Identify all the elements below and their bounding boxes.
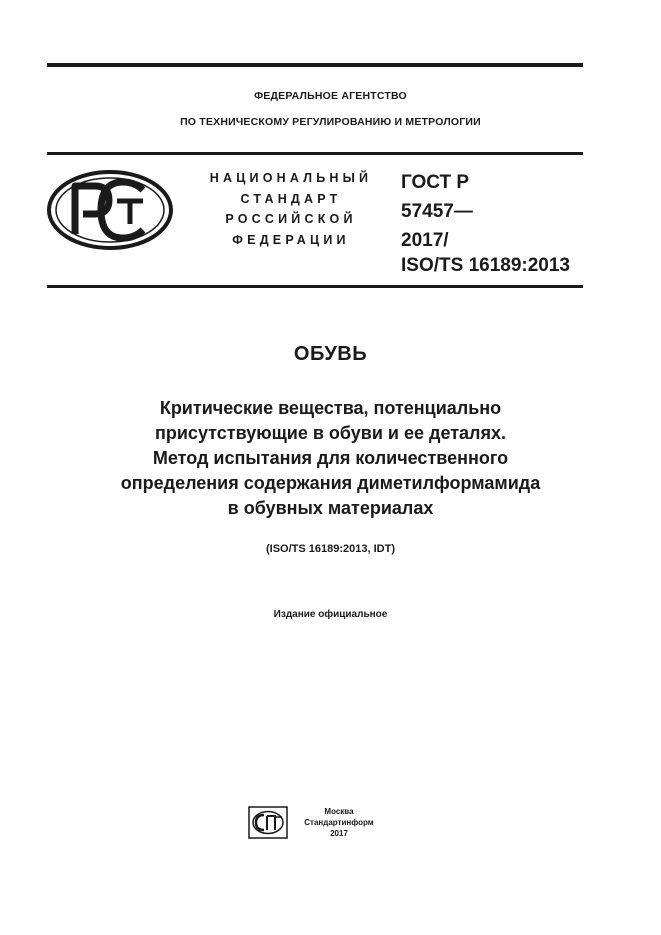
publisher-name: Стандартинформ — [304, 818, 374, 827]
rst-logo — [45, 168, 175, 252]
designation-line-2: 57457— — [401, 201, 473, 222]
national-line-4: ФЕДЕРАЦИИ — [232, 233, 350, 247]
agency-line-2: ПО ТЕХНИЧЕСКОМУ РЕГУЛИРОВАНИЮ И МЕТРОЛОГИИ — [180, 116, 481, 128]
document-title: ОБУВЬ — [293, 343, 368, 365]
edition-note: Издание официальное — [273, 609, 388, 620]
rst-logo-icon — [45, 168, 175, 252]
equivalence-note: (ISO/TS 16189:2013, IDT) — [266, 543, 395, 555]
agency-line-1: ФЕДЕРАЛЬНОЕ АГЕНТСТВО — [254, 90, 407, 102]
subtitle-line-1: Критические вещества, потенциально — [159, 398, 502, 418]
standartinform-logo-icon — [248, 806, 288, 839]
national-line-1: НАЦИОНАЛЬНЫЙ — [209, 171, 373, 185]
block-rule — [47, 285, 583, 288]
national-line-2: СТАНДАРТ — [240, 192, 342, 206]
top-rule — [47, 63, 583, 67]
subtitle-line-2: присутствующие в обуви и ее деталях. — [155, 423, 506, 443]
subtitle-line-5: в обувных материалах — [227, 498, 434, 518]
header-rule — [47, 152, 583, 155]
publisher-city: Москва — [324, 807, 354, 816]
subtitle-line-3: Метод испытания для количественного — [152, 448, 509, 468]
designation-line-3: 2017/ — [401, 230, 449, 251]
national-line-3: РОССИЙСКОЙ — [225, 212, 357, 226]
publisher-year: 2017 — [330, 829, 348, 838]
designation-line-4: ISO/TS 16189:2013 — [401, 255, 570, 276]
designation-line-1: ГОСТ Р — [401, 172, 470, 193]
publisher-logo — [248, 806, 288, 839]
subtitle-line-4: определения содержания диметилформамида — [120, 473, 541, 493]
